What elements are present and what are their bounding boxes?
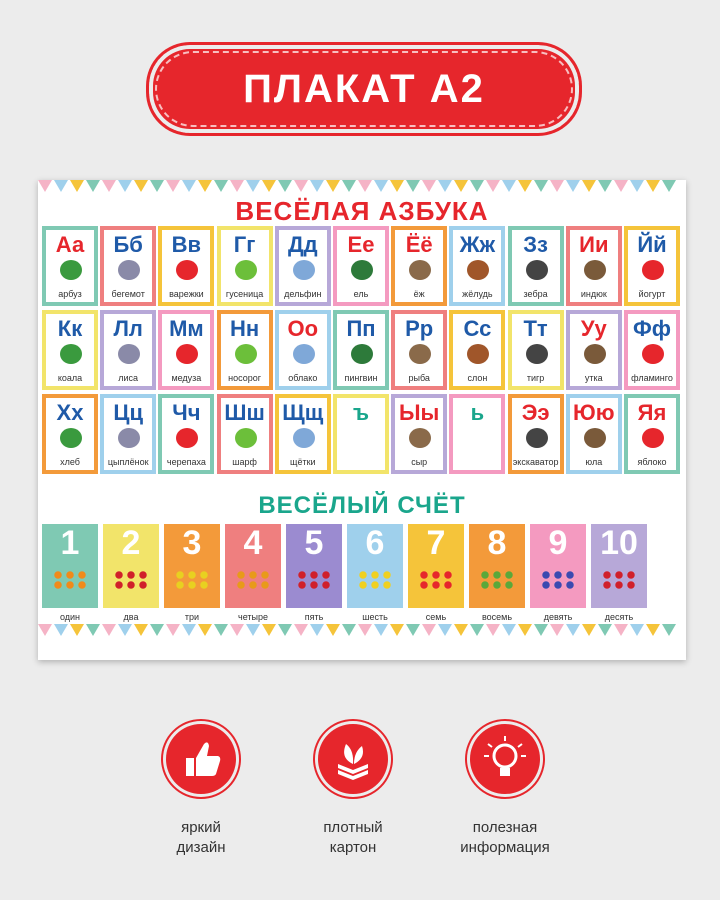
letter-card: [566, 310, 622, 390]
letter-glyph: Нн: [230, 316, 260, 341]
word-illustration-icon: [584, 260, 606, 280]
letter-word: пингвин: [344, 373, 378, 383]
letter-word: ель: [353, 289, 369, 299]
bunting-flag: [246, 624, 260, 636]
word-illustration-icon: [584, 428, 606, 448]
letter-word: облако: [288, 373, 318, 383]
bunting-flag: [134, 180, 148, 192]
fruit-group-icon: [113, 570, 149, 590]
feature-label: [278, 818, 428, 858]
bunting-flag: [502, 180, 516, 192]
bunting-flag: [390, 624, 404, 636]
word-illustration-icon: [118, 428, 140, 448]
bunting-flag: [566, 180, 580, 192]
letter-word: хлеб: [60, 457, 80, 467]
letter-card: [42, 310, 98, 390]
bunting-flag: [310, 624, 324, 636]
bunting-flag: [262, 624, 276, 636]
feature-label: [430, 818, 580, 858]
letter-word: носорог: [228, 373, 262, 383]
bunting-flag: [342, 180, 356, 192]
bunting-flag: [230, 180, 244, 192]
number-word: девять: [543, 612, 573, 622]
bunting-flag: [166, 624, 180, 636]
letter-card: [158, 226, 214, 306]
letter-glyph: Мм: [169, 316, 204, 341]
number-card: [591, 524, 647, 608]
number-digit: 3: [182, 524, 202, 562]
letter-glyph: Лл: [113, 316, 143, 341]
word-illustration-icon: [176, 344, 198, 364]
letter-glyph: Дд: [287, 232, 318, 257]
letter-card: [42, 394, 98, 474]
letter-card: [217, 310, 273, 390]
letter-glyph: Ёё: [405, 232, 433, 257]
fruit-group-icon: [52, 570, 88, 590]
bunting-flag: [438, 180, 452, 192]
word-illustration-icon: [526, 428, 548, 448]
feature-label: [126, 818, 276, 858]
feature-label-line: дизайн: [176, 839, 226, 856]
bunting-flag: [582, 624, 596, 636]
letter-card: [217, 394, 273, 474]
bunting-flag: [582, 180, 596, 192]
bunting-flag: [262, 180, 276, 192]
bunting-flag: [294, 180, 308, 192]
letter-word: юла: [585, 457, 603, 467]
bunting-flag: [374, 180, 388, 192]
letter-glyph: Кк: [57, 316, 83, 341]
bunting-flag: [342, 624, 356, 636]
letter-card: [42, 226, 98, 306]
word-illustration-icon: [60, 260, 82, 280]
letter-glyph: Щщ: [282, 400, 324, 425]
letter-card: [100, 226, 156, 306]
bunting-flag: [326, 180, 340, 192]
letter-card: [508, 394, 564, 474]
letter-glyph: Фф: [632, 316, 672, 341]
feature-label-line: информация: [460, 839, 550, 856]
bunting-flag: [662, 180, 676, 192]
number-word: три: [184, 612, 200, 622]
bunting-flag: [230, 624, 244, 636]
alphabet-title: ВЕСЁЛАЯ АЗБУКА: [235, 196, 489, 226]
letter-card: [624, 394, 680, 474]
bunting-bottom: [38, 624, 686, 638]
bunting-flag: [278, 624, 292, 636]
letter-word: рыба: [408, 373, 430, 383]
letter-card: [333, 394, 389, 474]
bunting-flag: [166, 180, 180, 192]
number-card: [408, 524, 464, 608]
bunting-flag: [150, 180, 164, 192]
letter-word: экскаватор: [512, 457, 559, 467]
letter-word: фламинго: [631, 373, 673, 383]
fruit-group-icon: [540, 570, 576, 590]
bunting-flag: [662, 624, 676, 636]
bunting-flag: [278, 180, 292, 192]
letter-word: гусеница: [225, 289, 264, 299]
number-word: один: [59, 612, 81, 622]
letter-card: [333, 226, 389, 306]
letter-glyph: Аа: [55, 232, 85, 257]
number-card: [42, 524, 98, 608]
word-illustration-icon: [176, 428, 198, 448]
bunting-flag: [630, 624, 644, 636]
bunting-flag: [630, 180, 644, 192]
letter-word: медуза: [171, 373, 202, 383]
bunting-flag: [70, 624, 84, 636]
letter-glyph: Зз: [523, 232, 548, 257]
word-illustration-icon: [235, 428, 257, 448]
letter-word: лиса: [118, 373, 139, 383]
letter-glyph: ъ: [352, 400, 370, 425]
word-illustration-icon: [118, 260, 140, 280]
number-digit: 7: [426, 524, 446, 562]
number-word: восемь: [481, 612, 513, 622]
letter-card: [275, 394, 331, 474]
letter-word: яблоко: [637, 457, 667, 467]
word-illustration-icon: [293, 260, 315, 280]
stacked-leaves-icon: [318, 724, 388, 794]
letter-word: тигр: [526, 373, 545, 383]
fruit-group-icon: [418, 570, 454, 590]
bunting-flag: [134, 624, 148, 636]
word-illustration-icon: [60, 428, 82, 448]
letter-glyph: ь: [470, 400, 485, 425]
number-digit: 10: [600, 524, 638, 562]
word-illustration-icon: [351, 344, 373, 364]
feature-item: [430, 724, 580, 858]
number-card: [103, 524, 159, 608]
feature-label-line: плотный: [323, 819, 383, 836]
number-digit: 2: [121, 524, 141, 562]
bunting-flag: [358, 624, 372, 636]
feature-label-line: картон: [329, 839, 377, 856]
bunting-flag: [486, 624, 500, 636]
letter-word: коала: [57, 373, 83, 383]
thumbs-up-icon: [166, 724, 236, 794]
bunting-flag: [534, 180, 548, 192]
word-illustration-icon: [642, 260, 664, 280]
bunting-flag: [534, 624, 548, 636]
feature-label-line: полезная: [472, 819, 538, 836]
letter-glyph: Оо: [287, 316, 319, 341]
number-word: семь: [425, 612, 447, 622]
bunting-flag: [614, 180, 628, 192]
letter-word: зебра: [523, 289, 548, 299]
word-illustration-icon: [293, 344, 315, 364]
bunting-flag: [614, 624, 628, 636]
bunting-flag: [118, 624, 132, 636]
bunting-flag: [422, 624, 436, 636]
word-illustration-icon: [409, 260, 431, 280]
number-word: десять: [604, 612, 634, 622]
bunting-flag: [214, 624, 228, 636]
word-illustration-icon: [235, 260, 257, 280]
number-digit: 6: [365, 524, 385, 562]
number-card: [286, 524, 342, 608]
letter-glyph: Йй: [637, 232, 667, 257]
letter-card: [275, 226, 331, 306]
bunting-flag: [518, 624, 532, 636]
word-illustration-icon: [176, 260, 198, 280]
bunting-flag: [38, 624, 52, 636]
bunting-top: [38, 180, 686, 194]
letter-glyph: Чч: [172, 400, 201, 425]
bunting-flag: [486, 180, 500, 192]
bunting-flag: [182, 180, 196, 192]
fruit-group-icon: [357, 570, 393, 590]
number-digit: 9: [548, 524, 568, 562]
feature-item: [278, 724, 428, 858]
bunting-flag: [358, 180, 372, 192]
fruit-group-icon: [296, 570, 332, 590]
letter-word: слон: [467, 373, 488, 383]
letter-glyph: Сс: [463, 316, 492, 341]
letter-card: [158, 394, 214, 474]
letter-card: [158, 310, 214, 390]
bunting-flag: [182, 624, 196, 636]
number-digit: 1: [60, 524, 80, 562]
letter-glyph: Шш: [224, 400, 265, 425]
word-illustration-icon: [642, 428, 664, 448]
letter-card: [100, 310, 156, 390]
bunting-flag: [454, 624, 468, 636]
letter-card: [217, 226, 273, 306]
bunting-flag: [646, 180, 660, 192]
letter-glyph: Ее: [347, 232, 375, 257]
letter-card: [275, 310, 331, 390]
bunting-flag: [406, 624, 420, 636]
bunting-flag: [102, 180, 116, 192]
bunting-flag: [374, 624, 388, 636]
letter-card: [391, 310, 447, 390]
letter-word: индюк: [580, 289, 607, 299]
bunting-flag: [454, 180, 468, 192]
letter-card: [624, 310, 680, 390]
bunting-flag: [598, 624, 612, 636]
letter-word: йогурт: [638, 289, 666, 299]
letter-word: черепаха: [166, 457, 206, 467]
bunting-flag: [502, 624, 516, 636]
bunting-flag: [86, 624, 100, 636]
bunting-flag: [438, 624, 452, 636]
number-digit: 8: [487, 524, 507, 562]
number-card: [164, 524, 220, 608]
word-illustration-icon: [467, 344, 489, 364]
number-card: [347, 524, 403, 608]
letter-glyph: Пп: [346, 316, 376, 341]
letter-glyph: Юю: [573, 400, 615, 425]
letter-word: арбуз: [58, 289, 82, 299]
number-card: [530, 524, 586, 608]
word-illustration-icon: [526, 344, 548, 364]
bunting-flag: [118, 180, 132, 192]
fruit-group-icon: [601, 570, 637, 590]
letter-card: [333, 310, 389, 390]
letter-word: сыр: [411, 457, 428, 467]
count-title: ВЕСЁЛЫЙ СЧЁТ: [258, 492, 466, 519]
lightbulb-icon: [470, 724, 540, 794]
letter-glyph: Ээ: [521, 400, 550, 425]
letter-word: бегемот: [111, 289, 145, 299]
bunting-flag: [70, 180, 84, 192]
fruit-group-icon: [479, 570, 515, 590]
bunting-flag: [54, 180, 68, 192]
number-word: два: [123, 612, 139, 622]
letter-card: [391, 226, 447, 306]
letter-card: [391, 394, 447, 474]
bunting-flag: [294, 624, 308, 636]
letter-glyph: Уу: [580, 316, 607, 341]
bunting-flag: [550, 624, 564, 636]
bunting-flag: [150, 624, 164, 636]
letter-glyph: Хх: [56, 400, 84, 425]
word-illustration-icon: [409, 428, 431, 448]
fruit-group-icon: [235, 570, 271, 590]
bunting-flag: [246, 180, 260, 192]
letter-glyph: Ии: [579, 232, 609, 257]
word-illustration-icon: [235, 344, 257, 364]
word-illustration-icon: [293, 428, 315, 448]
word-illustration-icon: [467, 260, 489, 280]
bunting-flag: [390, 180, 404, 192]
letter-glyph: Ыы: [399, 400, 440, 425]
letter-card: [508, 226, 564, 306]
number-word: четыре: [238, 612, 268, 622]
word-illustration-icon: [351, 260, 373, 280]
word-illustration-icon: [60, 344, 82, 364]
letter-glyph: Цц: [113, 400, 143, 425]
bunting-flag: [86, 180, 100, 192]
bunting-flag: [102, 624, 116, 636]
bunting-flag: [54, 624, 68, 636]
bunting-flag: [470, 624, 484, 636]
letter-glyph: Яя: [637, 400, 667, 425]
bunting-flag: [646, 624, 660, 636]
letter-word: щётки: [290, 457, 316, 467]
letter-card: [449, 226, 505, 306]
letter-word: цыплёнок: [107, 457, 149, 467]
bunting-flag: [566, 624, 580, 636]
letter-card: [566, 394, 622, 474]
letter-word: ёж: [413, 289, 425, 299]
number-word: пять: [304, 612, 324, 622]
letter-card: [100, 394, 156, 474]
letter-card: [449, 394, 505, 474]
bunting-flag: [518, 180, 532, 192]
letter-card: [508, 310, 564, 390]
letter-card: [566, 226, 622, 306]
bunting-flag: [198, 180, 212, 192]
feature-item: [126, 724, 276, 858]
bunting-flag: [214, 180, 228, 192]
number-card: [469, 524, 525, 608]
bunting-flag: [470, 180, 484, 192]
number-card: [225, 524, 281, 608]
letter-word: жёлудь: [462, 289, 493, 299]
word-illustration-icon: [526, 260, 548, 280]
banner-title: ПЛАКАТ А2: [243, 67, 485, 111]
bunting-flag: [598, 180, 612, 192]
bunting-flag: [38, 180, 52, 192]
letter-card: [449, 310, 505, 390]
letter-word: шарф: [232, 457, 257, 467]
letter-glyph: Гг: [233, 232, 256, 257]
bunting-flag: [406, 180, 420, 192]
letter-glyph: Вв: [171, 232, 202, 257]
number-digit: 5: [304, 524, 324, 562]
number-word: шесть: [362, 612, 388, 622]
word-illustration-icon: [409, 344, 431, 364]
fruit-group-icon: [174, 570, 210, 590]
bunting-flag: [198, 624, 212, 636]
letter-glyph: Рр: [405, 316, 434, 341]
feature-label-line: яркий: [181, 819, 221, 836]
number-digit: 4: [243, 524, 263, 562]
bunting-flag: [550, 180, 564, 192]
title-banner: [146, 42, 582, 136]
bunting-flag: [422, 180, 436, 192]
alphabet-poster: [38, 180, 686, 660]
letter-glyph: Тт: [523, 316, 548, 341]
letter-word: варежки: [169, 289, 204, 299]
word-illustration-icon: [642, 344, 664, 364]
letter-glyph: Жж: [459, 232, 496, 257]
bunting-flag: [310, 180, 324, 192]
bunting-flag: [326, 624, 340, 636]
letter-card: [624, 226, 680, 306]
letter-glyph: Бб: [113, 232, 143, 257]
letter-word: дельфин: [284, 289, 322, 299]
word-illustration-icon: [118, 344, 140, 364]
word-illustration-icon: [584, 344, 606, 364]
letter-word: утка: [584, 373, 603, 383]
